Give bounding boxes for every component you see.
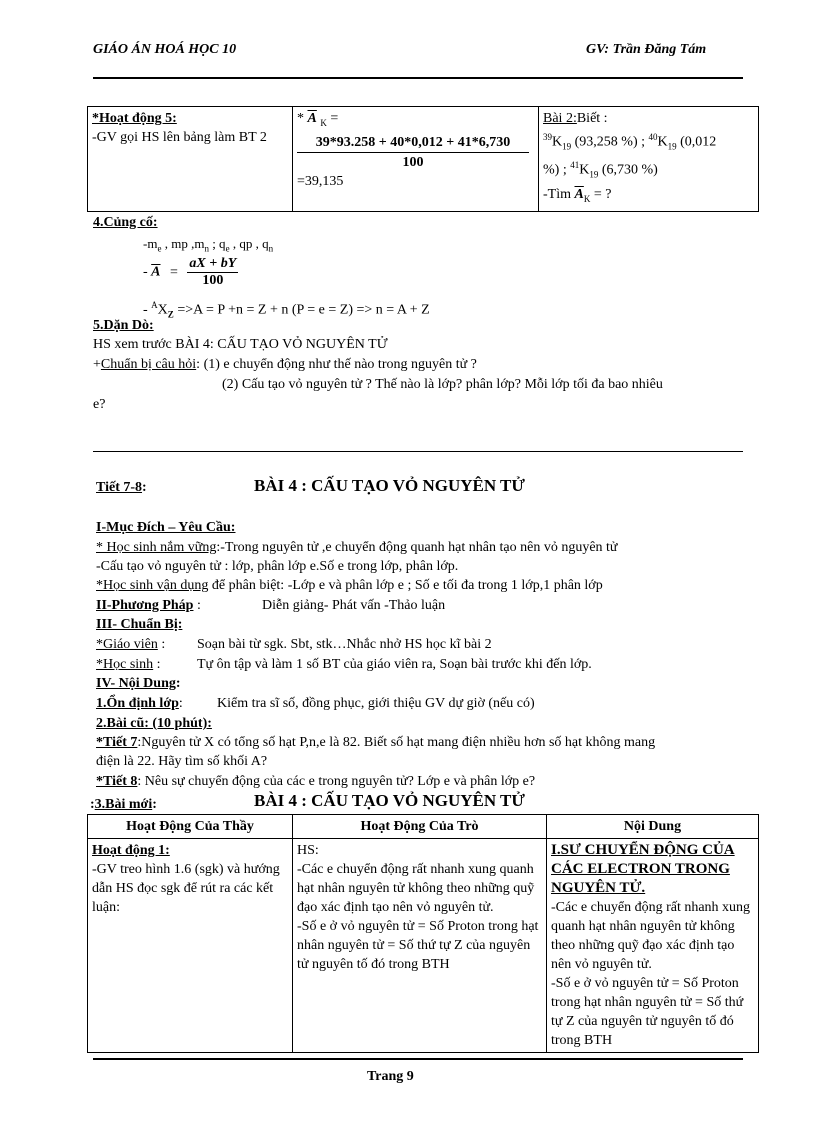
header-left: GIÁO ÁN HOÁ HỌC 10: [93, 42, 237, 57]
exercise-2-title: Bài 2:: [543, 111, 577, 126]
cung-co-line-1: $-m_e$ , mp $,m_n$ ; $q_e$ , qp , $q_n$: [143, 236, 274, 254]
solution-result: =39,135: [297, 173, 344, 189]
exercise-line-1: $^{39}K_{19}$ (93,258 %) ; $^{40}K_{19}$ (0,012: [543, 132, 717, 152]
section-1-line-c: *Học sinh vận dụng để phân biệt: -Lớp e và phân lớp e ; Số e tối đa trong 1 lớp,1 phân lớp: [96, 578, 603, 593]
page-number: Trang 9: [367, 1069, 414, 1084]
cung-co-line-3: - $^AX_Z =>A = P +n = Z + n$ (P = e = Z) => n = A + Z: [143, 300, 430, 320]
section-4-3: :3.Bài mới:: [90, 797, 157, 812]
student-paragraph-1: -Các e chuyển động rất nhanh xung quanh hạt nhân nguyên tử không theo những quỹ đạo xác định tạo nên vỏ nguyên tử.: [297, 862, 535, 915]
header-right: GV: Trần Đăng Tám: [586, 42, 707, 57]
period-8-question: *Tiết 8: Nêu sự chuyển động của các e trong nguyên tử? Lớp e và phân lớp e?: [96, 774, 536, 789]
exercise-2-intro: Biết :: [576, 111, 608, 126]
col-header-teacher: Hoạt Động Của Thầy: [88, 815, 293, 839]
section-4-1: 1.Ổn định lớp:: [96, 696, 183, 711]
student-label: HS:: [297, 843, 319, 858]
activity-5-text: -GV gọi HS lên bảng làm BT 2: [92, 130, 267, 145]
col-header-content: Nội Dung: [547, 815, 759, 839]
content-heading: I.SƯ CHUYỂN ĐỘNG CỦA CÁC ELECTRON TRONG NGUYÊN TỬ.: [551, 842, 735, 896]
dan-do-line-2: +Chuẩn bị câu hỏi: (1) e chuyển động như thế nào trong nguyên tử ?: [93, 357, 477, 372]
lesson-period: Tiết 7-8:: [96, 480, 147, 495]
fraction-denominator: 100: [402, 154, 424, 170]
header-rule: [93, 77, 743, 79]
dan-do-title: 5.Dặn Dò:: [93, 318, 154, 333]
exercise-cell: [539, 107, 759, 212]
content-paragraph-2: -Số e ở vỏ nguyên tử = Số Proton trong hạt nhân nguyên tử = Số thứ tự Z của nguyên tử nguyên tố đó trong BTH: [551, 976, 744, 1048]
section-4-title: IV- Nội Dung:: [96, 676, 181, 691]
dan-do-line-4: e?: [93, 397, 106, 412]
solution-cell: [293, 107, 539, 212]
new-lesson-title: BÀI 4 : CẤU TẠO VỎ NGUYÊN TỬ: [254, 791, 525, 810]
section-3-student-text: Tự ôn tập và làm 1 số BT của giáo viên ra, Soạn bài trước khi đến lớp.: [197, 657, 592, 672]
solution-fraction: [297, 133, 529, 172]
lesson-activity-table: [87, 814, 759, 1053]
section-3-teacher-text: Soạn bài từ sgk. Sbt, stk…Nhắc nhở HS học kĩ bài 2: [197, 637, 492, 652]
equals: =: [330, 111, 339, 126]
cung-co-formula: - $\overline{A}$ = $\frac{aX + bY}{100}$: [143, 256, 237, 288]
sub-k: K: [320, 117, 327, 128]
exercise-table: [87, 106, 759, 212]
period-7-question: *Tiết 7:Nguyên tử X có tổng số hạt P,n,e là 82. Biết số hạt mang điện nhiều hơn số hạt không mang: [96, 735, 656, 750]
teacher-activity-1: [88, 839, 293, 1053]
section-1-line-b: -Cấu tạo vỏ nguyên tử : lớp, phân lớp e.Số e trong lớp, phân lớp.: [96, 559, 459, 574]
lesson-title: BÀI 4 : CẤU TẠO VỎ NGUYÊN TỬ: [254, 476, 525, 495]
fraction-numerator: 39*93.258 + 40*0,012 + 41*6,730: [297, 133, 529, 153]
section-4-1-text: Kiểm tra sĩ số, đồng phục, giới thiệu GV dự giờ (nếu có): [217, 696, 535, 711]
content-cell-1: [547, 839, 759, 1053]
activity-5-title: *Hoạt động 5:: [92, 111, 177, 126]
student-activity-1: [293, 839, 547, 1053]
period-7-question-2: điện là 22. Hãy tìm số khối A?: [96, 754, 268, 769]
dan-do-line-3: (2) Cấu tạo vỏ nguyên tử ? Thế nào là lớp? phân lớp? Mỗi lớp tối đa bao nhiêu: [222, 377, 663, 392]
exercise-line-2: %) ; $^{41}K_{19}$ (6,730 %): [543, 160, 658, 180]
asterisk: *: [297, 111, 304, 126]
section-3-teacher: *Giáo viên :: [96, 637, 166, 652]
cung-co-title: 4.Củng cố:: [93, 215, 158, 230]
content-paragraph-1: -Các e chuyển động rất nhanh xung quanh hạt nhân nguyên tử không theo những quỹ đạo xác định tạo nên vỏ nguyên tử.: [551, 900, 751, 972]
section-1-line-a: * Học sinh nắm vững:-Trong nguyên tử ,e chuyển động quanh hạt nhân tạo nên vỏ nguyên tử: [96, 540, 618, 555]
section-4-2-title: 2.Bài cũ: (10 phút):: [96, 716, 212, 731]
teacher-activity-cell: [88, 107, 293, 212]
section-3-student: *Học sinh :: [96, 657, 161, 672]
student-paragraph-2: -Số e ở vỏ nguyên tử = Số Proton trong hạt nhân nguyên tử = Số thứ tự Z của nguyên tử nguyên tố đó trong BTH: [297, 919, 539, 972]
average-symbol: $\overline{A}$: [307, 111, 317, 126]
activity-1-title: Hoạt động 1:: [92, 843, 170, 858]
section-2-text: Diễn giảng- Phát vấn -Thảo luận: [262, 598, 446, 613]
average-mass-fraction: $\frac{aX + bY}{100}$: [189, 256, 237, 288]
section-2: II-Phương Pháp :: [96, 598, 201, 613]
col-header-student: Hoạt Động Của Trò: [293, 815, 547, 839]
average-mass-symbol: $\overline{A}$: [151, 264, 161, 280]
activity-1-text: -GV treo hình 1.6 (sgk) và hướng dẫn HS đọc sgk để rút ra các kết luận:: [92, 862, 280, 915]
section-divider: [93, 451, 743, 452]
exercise-line-3: -Tìm $\overline{A}_K$ = ?: [543, 186, 612, 204]
footer-rule: [93, 1058, 743, 1060]
section-1-title: I-Mục Đích – Yêu Cầu:: [96, 520, 236, 535]
section-3-title: III- Chuẩn Bị:: [96, 617, 183, 632]
dan-do-line-1: HS xem trước BÀI 4: CẤU TẠO VỎ NGUYÊN TỬ: [93, 337, 388, 352]
